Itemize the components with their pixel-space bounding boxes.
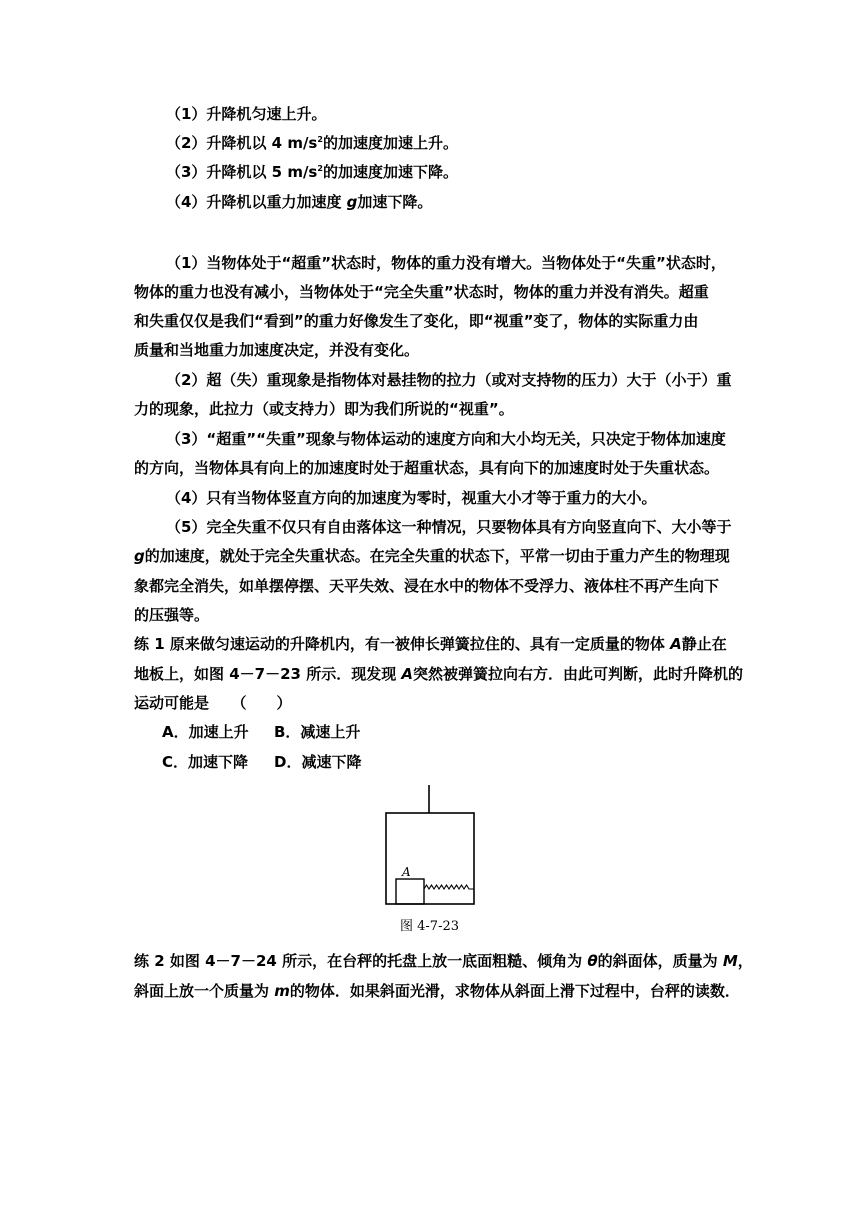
option-a: A．加速上升 xyxy=(162,723,249,741)
note-3-line-2: 的方向，当物体具有向上的加速度时处于超重状态，具有向下的加速度时处于失重状态。 xyxy=(134,459,720,477)
note-1-line-2: 物体的重力也没有减小，当物体处于“完全失重”状态时，物体的重力并没有消失。超重 xyxy=(134,283,709,301)
spring xyxy=(424,885,474,889)
exercise-1-line-1: 练 1 原来做匀速运动的升降机内，有一被伸长弹簧拉住的、具有一定质量的物体 A静止在 xyxy=(134,635,727,653)
note-3-line-1: （3）“超重”“失重”现象与物体运动的速度方向和大小均无关，只决定于物体加速度 xyxy=(166,430,726,448)
condition-3: （3）升降机以 5 $m/s^2$的加速度加速下降。 xyxy=(166,163,458,181)
note-1-line-4: 质量和当地重力加速度决定，并没有变化。 xyxy=(134,341,420,359)
condition-4: （4）升降机以重力加速度 g加速下降。 xyxy=(166,193,433,211)
note-1-line-1: （1）当物体处于“超重”状态时，物体的重力没有增大。当物体处于“失重”状态时， xyxy=(166,254,726,272)
block-a-label: A xyxy=(402,865,411,879)
note-2-line-1: （2）超（失）重现象是指物体对悬挂物的拉力（或对支持物的压力）大于（小于）重 xyxy=(166,371,732,389)
option-d: D．减速下降 xyxy=(274,753,362,771)
elevator-cabin xyxy=(386,813,474,904)
option-b: B．减速上升 xyxy=(274,723,361,741)
note-4-line-1: （4）只有当物体竖直方向的加速度为零时，视重大小才等于重力的大小。 xyxy=(166,489,657,507)
condition-2: （2）升降机以 4 $m/s^2$的加速度加速上升。 xyxy=(166,134,458,152)
note-2-line-2: 力的现象，此拉力（或支持力）即为我们所说的“视重”。 xyxy=(134,400,514,418)
exercise-1-line-3: 运动可能是 （ ） xyxy=(134,694,292,712)
note-5-line-1: （5）完全失重不仅只有自由落体这一种情况，只要物体具有方向竖直向下、大小等于 xyxy=(166,518,732,536)
note-5-line-4: 的压强等。 xyxy=(134,606,210,624)
elevator-figure xyxy=(382,783,482,908)
exercise-2-line-2: 斜面上放一个质量为 m的物体．如果斜面光滑，求物体从斜面上滑下过程中，台秤的读数． xyxy=(134,982,740,1000)
exercise-2-line-1: 练 2 如图 4－7－24 所示，在台秤的托盘上放一底面粗糙、倾角为 θ的斜面体，质量为 M， xyxy=(134,952,753,970)
exercise-1-line-2: 地板上，如图 4－7－23 所示．现发现 A突然被弹簧拉向右方．由此可判断，此时升降机的 xyxy=(134,665,744,683)
note-5-line-3: 象都完全消失，如单摆停摆、天平失效、浸在水中的物体不受浮力、液体柱不再产生向下 xyxy=(134,577,720,595)
note-5-line-2: g的加速度，就处于完全失重状态。在完全失重的状态下，平常一切由于重力产生的物理现 xyxy=(134,547,730,565)
figure-caption: 图 4-7-23 xyxy=(400,919,460,934)
condition-1: （1）升降机匀速上升。 xyxy=(166,105,327,123)
block-a xyxy=(396,879,424,904)
option-c: C．加速下降 xyxy=(162,753,249,771)
note-1-line-3: 和失重仅仅是我们“看到”的重力好像发生了变化，即“视重”变了，物体的实际重力由 xyxy=(134,312,699,330)
